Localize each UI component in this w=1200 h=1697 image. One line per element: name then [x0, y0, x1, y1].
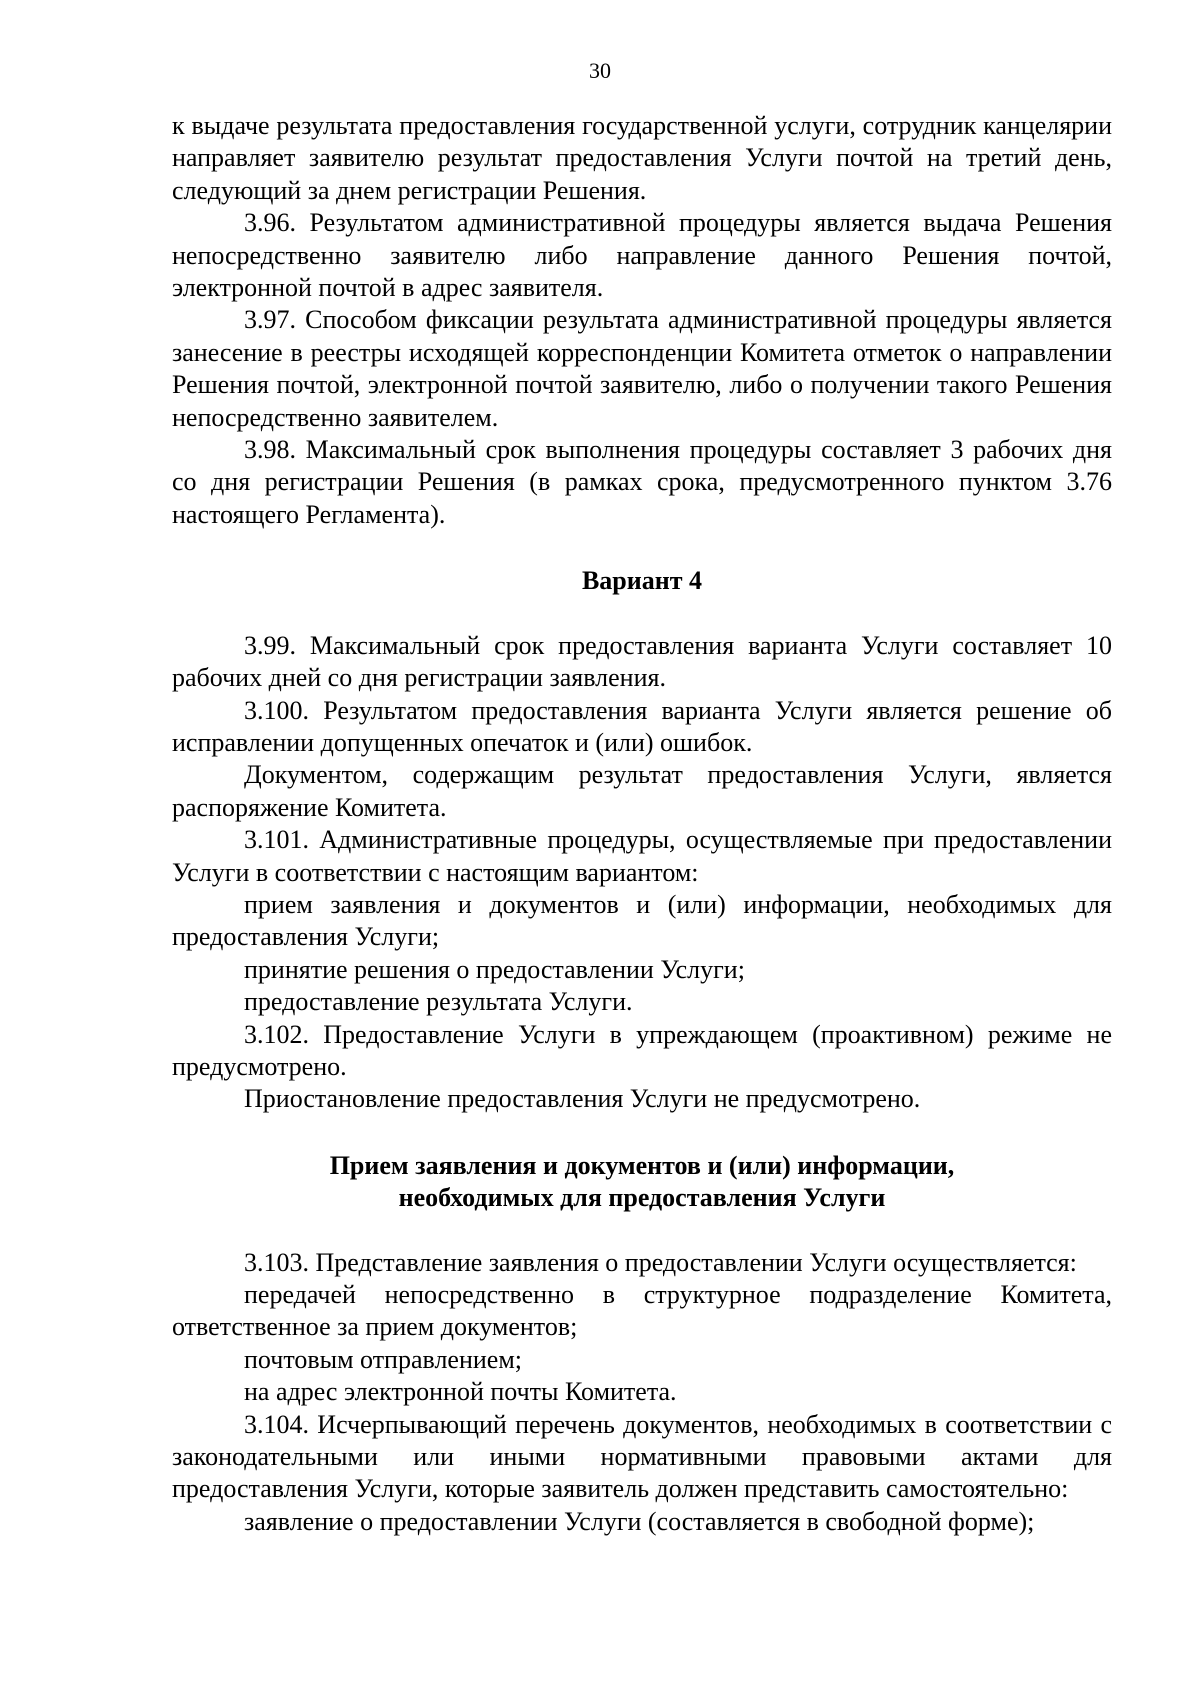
paragraph-3-99: 3.99. Максимальный срок предоставления варианта Услуги составляет 10 рабочих дней со дня регистрации заявления. [172, 630, 1112, 693]
paragraph-3-104: 3.104. Исчерпывающий перечень документов, необходимых в соответствии с законодательными или иными нормативными правовыми актами для предоставления Услуги, которые заявитель должен представить самостоятельно: [172, 1409, 1112, 1504]
paragraph-3-103: 3.103. Представление заявления о предоставлении Услуги осуществляется: [244, 1247, 1077, 1277]
list-item: прием заявления и документов и (или) информации, необходимых для предоставления Услуги; [172, 889, 1112, 952]
list-item: передачей непосредственно в структурное подразделение Комитета, ответственное за прием документов; [172, 1280, 1112, 1342]
document-body [172, 110, 1112, 1538]
section-heading-variant-4: Вариант 4 [581, 566, 703, 596]
paragraph-3-101: 3.101. Административные процедуры, осуществляемые при предоставлении Услуги в соответствии с настоящим вариантом: [172, 825, 1112, 887]
section-heading-line: необходимых для предоставления Услуги [398, 1183, 886, 1213]
page-number: 30 [589, 58, 611, 83]
paragraph-3-97: 3.97. Способом фиксации результата административной процедуры является занесение в реестры исходящей корреспонденции Комитета отметок о направлении Решения почтой, электронной почтой заявителю, либо о получении такого Решения непосредственно заявителем. [172, 305, 1112, 432]
list-item: на адрес электронной почты Комитета. [244, 1377, 677, 1407]
list-item: принятие решения о предоставлении Услуги; [244, 954, 745, 984]
section-heading-line: Прием заявления и документов и (или) информации, [329, 1150, 955, 1180]
paragraph: Приостановление предоставления Услуги не предусмотрено. [244, 1084, 921, 1114]
section-heading-application-intake [172, 1150, 1112, 1215]
paragraph: Документом, содержащим результат предоставления Услуги, является распоряжение Комитета. [172, 760, 1112, 822]
list-item: предоставление результата Услуги. [244, 987, 633, 1017]
paragraph-3-102: 3.102. Предоставление Услуги в упреждающем (проактивном) режиме не предусмотрено. [172, 1019, 1112, 1081]
paragraph-3-96: 3.96. Результатом административной процедуры является выдача Решения непосредственно заявителю либо направление данного Решения почтой, электронной почтой в адрес заявителя. [172, 208, 1112, 303]
list-item: заявление о предоставлении Услуги (составляется в свободной форме); [244, 1506, 1035, 1536]
paragraph-3-98: 3.98. Максимальный срок выполнения процедуры составляет 3 рабочих дня со дня регистрации Решения (в рамках срока, предусмотренного пунктом 3.76 настоящего Регламента). [172, 435, 1112, 529]
paragraph-3-100: 3.100. Результатом предоставления варианта Услуги является решение об исправлении допущенных опечаток и (или) ошибок. [172, 695, 1112, 757]
paragraph: к выдаче результата предоставления государственной услуги, сотрудник канцелярии направляет заявителю результат предоставления Услуги почтой на третий день, следующий за днем регистрации Решения. [172, 111, 1112, 205]
list-item: почтовым отправлением; [244, 1344, 523, 1374]
